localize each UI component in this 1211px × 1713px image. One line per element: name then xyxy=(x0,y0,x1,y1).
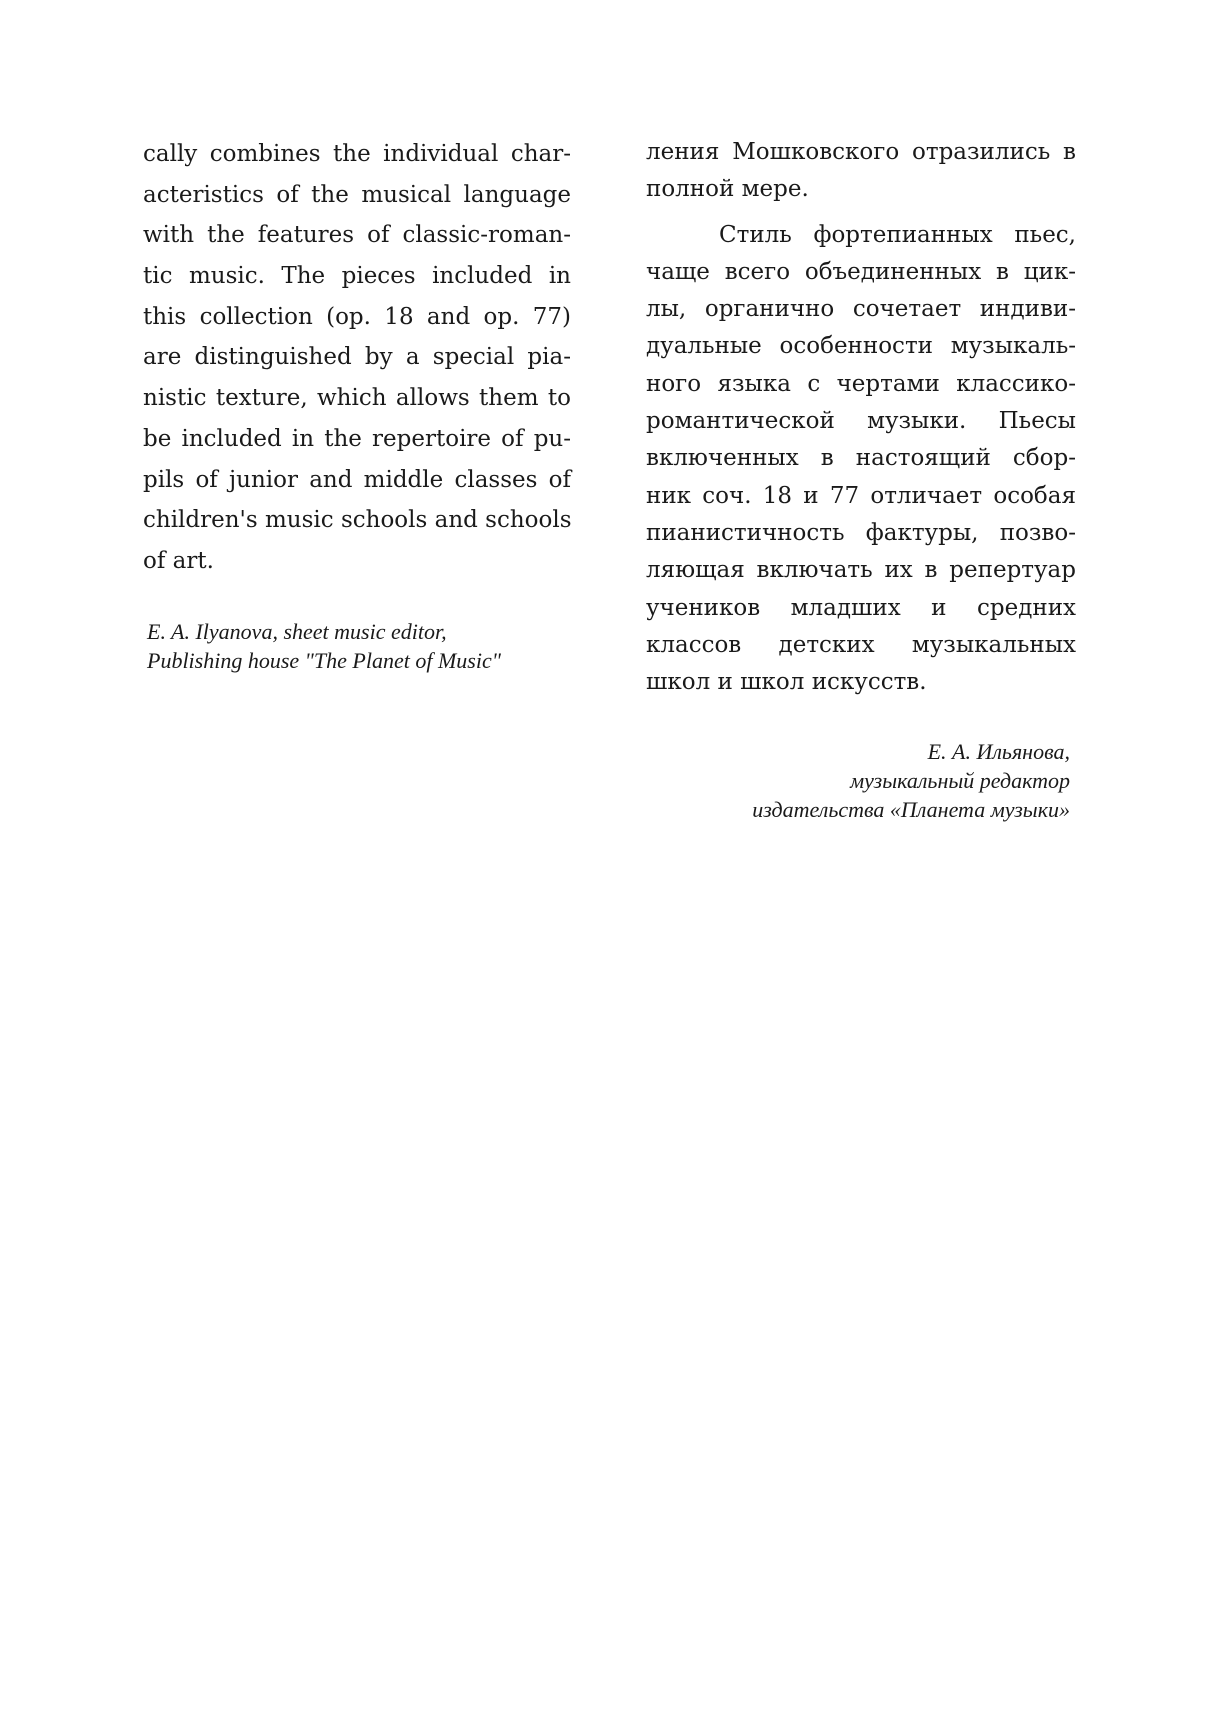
text-line: of art. xyxy=(143,547,214,574)
text-line: ления Мошковского отразились в xyxy=(646,139,1076,165)
text-line: школ и школ искусств. xyxy=(646,669,927,696)
text-line: pils of junior and middle classes of xyxy=(143,466,571,493)
text-line: лы, органично сочетает индиви- xyxy=(646,296,1076,323)
text-line: романтической музыки. Пьесы xyxy=(646,408,1076,435)
text-line: ного языка с чертами классико- xyxy=(646,370,1076,397)
paragraph-gap xyxy=(646,209,1076,217)
text-line: with the features of classic-roman- xyxy=(143,222,571,249)
text-line: полной мере. xyxy=(646,176,809,203)
signature-line: Е. А. Ильянова, xyxy=(927,739,1070,764)
text-line: дуальные особенности музыкаль- xyxy=(646,333,1076,360)
text-line: чаще всего объединенных в цик- xyxy=(646,258,1076,285)
text-line: cally combines the individual char- xyxy=(143,141,571,167)
text-line: Стиль фортепианных пьес, xyxy=(719,221,1076,248)
text-line: ник соч. 18 и 77 отличает особая xyxy=(646,482,1076,509)
text-line: ляющая включать их в репертуар xyxy=(646,557,1076,584)
text-line: acteristics of the musical language xyxy=(143,181,571,208)
text-line: включенных в настоящий сбор- xyxy=(646,445,1076,472)
text-line: this collection (op. 18 and op. 77) xyxy=(143,303,571,330)
text-line: nistic texture, which allows them to xyxy=(143,385,571,412)
russian-signature xyxy=(752,737,1070,824)
text-line: tic music. The pieces included in xyxy=(143,263,571,290)
signature-line: E. A. Ilyanova, sheet music editor, xyxy=(147,619,447,644)
text-line: be included in the repertoire of pu- xyxy=(143,425,571,452)
signature-line: издательства «Планета музыки» xyxy=(752,797,1070,822)
russian-text-column xyxy=(646,134,1076,701)
text-line: классов детских музыкальных xyxy=(646,631,1076,658)
english-text-column xyxy=(143,134,571,582)
text-line: children's music schools and schools xyxy=(143,507,572,534)
signature-line: музыкальный редактор xyxy=(850,768,1070,793)
text-line: are distinguished by a special pia- xyxy=(143,344,571,371)
text-line: учеников младших и средних xyxy=(646,594,1076,621)
signature-line: Publishing house "The Planet of Music" xyxy=(147,648,501,673)
english-signature xyxy=(147,617,501,675)
text-line: пианистичность фактуры, позво- xyxy=(646,519,1076,546)
